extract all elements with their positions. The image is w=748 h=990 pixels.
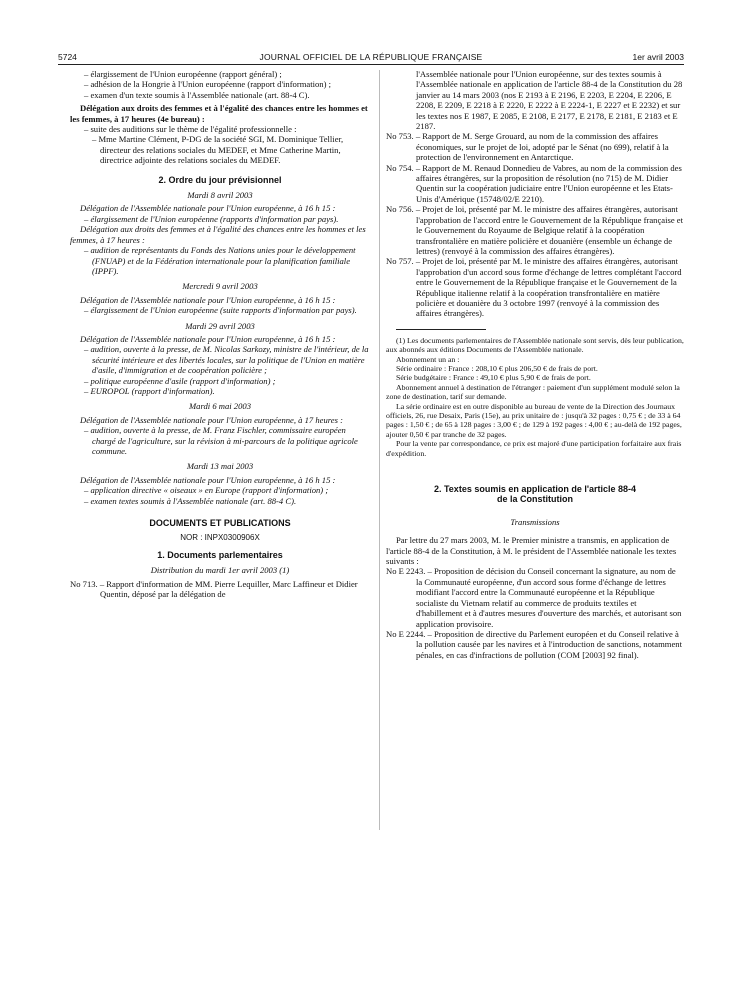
text-entry: No E 2244. – Proposition de directive du Parlement européen et du Conseil relative à la pollution causée par les navires et à l'introduction de sanctions, notamment pénales, en cas d'infractions de pollution (COM [2003] 92 final). bbox=[386, 628, 682, 660]
delegation-line: Délégation de l'Assemblée nationale pour l'Union européenne, à 16 h 15 : bbox=[80, 203, 336, 214]
nor-reference: NOR : INPX0300906X bbox=[180, 533, 260, 543]
document-entry: No 757. – Projet de loi, présenté par M. le ministre des affaires étrangères, autorisant l'approbation d'un accord sous forme d'échange de lettres complétant l'accord entre le Gouvernement de la République française et le Gouvernement de la République italienne relatif à la coopération transfrontalière en matière policière et douanière du 3 octobre 1997 (renvoyé à la commission des affaires étrangères). bbox=[386, 256, 682, 319]
list-item: – adhésion de la Hongrie à l'Union européenne (rapport d'information) ; bbox=[84, 79, 331, 90]
delegation-heading: Délégation aux droits des femmes et à l'égalité des chances entre les hommes et les femmes, à 17 heures (4e bureau) : bbox=[70, 103, 368, 124]
footnote-text: (1) Les documents parlementaires de l'Assemblée nationale sont servis, dès leur publication, aux abonnés aux éditions Documents de l'Assemblée nationale. bbox=[386, 335, 684, 355]
list-item: – élargissement de l'Union européenne (rapports d'information par pays). bbox=[84, 213, 339, 224]
footnote-rule bbox=[396, 329, 486, 330]
delegation-line: Délégation de l'Assemblée nationale pour l'Union européenne, à 16 h 15 : bbox=[80, 474, 336, 485]
delegation-line: Délégation de l'Assemblée nationale pour l'Union européenne, à 16 h 15 : bbox=[80, 333, 336, 344]
agenda-date: Mardi 8 avril 2003 bbox=[187, 190, 253, 201]
agenda-date: Mercredi 9 avril 2003 bbox=[182, 281, 258, 292]
page-number: 5724 bbox=[58, 52, 77, 62]
list-item: – élargissement de l'Union européenne (suite rapports d'information par pays). bbox=[84, 305, 357, 316]
subsection-title: Transmissions bbox=[510, 516, 560, 527]
section-title: 2. Ordre du jour prévisionnel bbox=[158, 174, 282, 185]
agenda-date: Mardi 29 avril 2003 bbox=[185, 320, 255, 331]
agenda-date: Mardi 13 mai 2003 bbox=[186, 461, 254, 472]
document-entry: No 713. – Rapport d'information de MM. Pierre Lequiller, Marc Laffineur et Didier Quentin, déposé par la délégation de bbox=[70, 578, 358, 600]
right-column bbox=[386, 69, 684, 660]
footnote-text: Abonnement annuel à destination de l'étranger : paiement d'un supplément modulé selon la zone de destination, tarif sur demande. bbox=[386, 382, 680, 402]
list-item: – EUROPOL (rapport d'information). bbox=[84, 385, 215, 396]
footnote-text: Série ordinaire : France : 208,10 € plus 206,50 € de frais de port. bbox=[396, 363, 598, 373]
document-entry-continued: l'Assemblée nationale pour l'Union européenne, sur des textes soumis à l'Assemblée nationale en application de l'article 88-4 de la Constitution du 28 janvier au 14 mars 2003 (nos E 2193 à E 2196, E 2203, E 2204, E 2206, E 2208, E 2209, E 2218 à E 2220, E 2222 à E 2224-1, E 2227 et E 2232) et sur les textes nos E 1987, E 2085, E 2108, E 2177, E 2178, E 2181, E 2183 et E 2187. bbox=[416, 69, 683, 132]
documents-title: DOCUMENTS ET PUBLICATIONS bbox=[149, 518, 291, 529]
footnote bbox=[386, 336, 684, 458]
delegation-line: Délégation aux droits des femmes et à l'égalité des chances entre les hommes et les femmes, à 17 heures : bbox=[70, 224, 366, 245]
list-item: – élargissement de l'Union européenne (rapport général) ; bbox=[84, 69, 282, 79]
document-entry: No 756. – Projet de loi, présenté par M. le ministre des affaires étrangères, autorisant l'approbation de l'accord entre le Gouvernement de la République française et le Gouvernement du Royaume de Belgique relatif à la coopération transfrontalière en matière policière et douanière (ensemble un échange de lettres) (renvoyé à la commission des affaires étrangères). bbox=[386, 204, 684, 256]
delegation-line: Délégation de l'Assemblée nationale pour l'Union européenne, à 16 h 15 : bbox=[80, 294, 336, 305]
list-item: – examen textes soumis à l'Assemblée nationale (art. 88-4 C). bbox=[84, 495, 297, 506]
section-title: 2. Textes soumis en application de l'article 88-4 bbox=[433, 484, 637, 495]
footnote-text: Série budgétaire : France : 49,10 € plus 5,90 € de frais de port. bbox=[396, 373, 591, 383]
list-item: – application directive « oiseaux » en Europe (rapport d'information) ; bbox=[84, 485, 329, 496]
section-title: 1. Documents parlementaires bbox=[157, 549, 283, 560]
footnote-text: Abonnement un an : bbox=[396, 354, 460, 364]
journal-title: JOURNAL OFFICIEL DE LA RÉPUBLIQUE FRANÇAISE bbox=[259, 52, 483, 62]
footnote-text: La série ordinaire est en outre disponible au bureau de vente de la Direction des Journaux officiels, 26, rue Desaix, Paris (15e), au prix unitaire de : jusqu'à 32 pages : 0,75 € ; de 33 à 64 pages : 1,50 € ; de 65 à 128 pages : 3,00 € ; de 129 à 192 pages : 4,00 € ; au-delà de 192 pages, ajouter 0,50 € par tranche de 32 pages. bbox=[386, 401, 682, 439]
intro-paragraph: Par lettre du 27 mars 2003, M. le Premier ministre a transmis, en application de l'article 88-4 de la Constitution, à M. le président de l'Assemblée nationale les textes suivants : bbox=[386, 535, 677, 567]
left-column bbox=[70, 69, 370, 599]
document-entry: No 754. – Rapport de M. Renaud Donnedieu de Vabres, au nom de la commission des affaires étrangères, sur la proposition de résolution (no 715) de M. Didier Quentin sur la coopération judiciaire entre l'Union européenne et les Etats-Unis d'Amérique (15748/02/E 2210). bbox=[386, 162, 682, 204]
page-header bbox=[58, 52, 684, 65]
list-item: – audition, ouverte à la presse, de M. Franz Fischler, commissaire européen chargé de l'agriculture, sur la révision à mi-parcours de la politique agricole commune. bbox=[84, 425, 358, 456]
column-divider bbox=[379, 70, 380, 830]
document-entry: No 753. – Rapport de M. Serge Grouard, au nom de la commission des affaires économiques, sur le projet de loi, adopté par le Sénat (no 699), relatif à la protection de l'environnement en Antarctique. bbox=[386, 131, 669, 163]
delegation-line: Délégation de l'Assemblée nationale pour l'Union européenne, à 17 heures : bbox=[80, 414, 343, 425]
distribution-date: Distribution du mardi 1er avril 2003 (1) bbox=[150, 565, 290, 576]
list-item: – audition, ouverte à la presse, de M. Nicolas Sarkozy, ministre de l'intérieur, de la sécurité intérieure et des libertés locales, sur la politique de l'Union en matière d'asile, d'immigration et de coopération policière ; bbox=[84, 344, 369, 376]
issue-date: 1er avril 2003 bbox=[632, 52, 684, 62]
footnote-text: Pour la vente par correspondance, ce prix est majoré d'une participation forfaitaire aux frais d'expédition. bbox=[386, 439, 682, 458]
agenda-date: Mardi 6 mai 2003 bbox=[189, 401, 251, 412]
text-entry: No E 2243. – Proposition de décision du Conseil concernant la signature, au nom de la Communauté européenne, d'un accord sous forme d'échange de lettres modifiant l'accord entre la Communauté européenne et la République socialiste du Vietnam relatif au commerce de produits textiles et d'habillement et à d'autres mesures d'ouverture des marchés, et autorisant son application provisoire. bbox=[386, 566, 682, 629]
list-item: – politique européenne d'asile (rapport d'information) ; bbox=[84, 375, 276, 386]
section-title: de la Constitution bbox=[497, 494, 573, 505]
list-item: – Mme Martine Clément, P-DG de la société SGI, M. Dominique Tellier, directeur des relations sociales du MEDEF, et Mme Catherine Martin, directrice adjointe des relations sociales du MEDEF. bbox=[92, 134, 344, 166]
list-item: – audition de représentants du Fonds des Nations unies pour le développement (FNUAP) et de la Fédération internationale pour la planification familiale (IPPF). bbox=[84, 245, 356, 276]
list-item: – suite des auditions sur le thème de l'égalité professionnelle : bbox=[84, 124, 297, 135]
list-item: – examen d'un texte soumis à l'Assemblée nationale (art. 88-4 C). bbox=[84, 89, 310, 100]
